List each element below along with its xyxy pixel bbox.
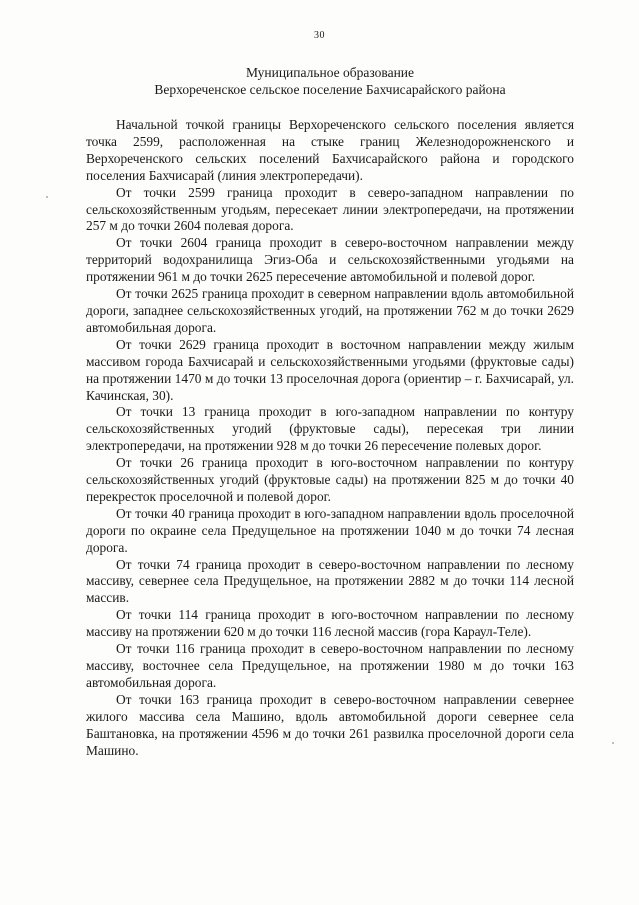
paragraph: От точки 116 граница проходит в северо-восточном направлении по лесному массиву, восточнее села Предущельное, на протяжении 1980 м до точки 163 автомобильная дорога. <box>86 641 574 690</box>
paragraph: От точки 26 граница проходит в юго-восточном направлении по контуру сельскохозяйственных угодий (фруктовые сады) на протяжении 825 м до точки 40 перекресток проселочной и полевой дорог. <box>86 455 574 504</box>
paragraph: Начальной точкой границы Верхореченского сельского поселения является точка 2599, расположенная на стыке границ Железнодорожненского и Верхореченского сельских поселений Бахчисарайского района и городского поселения Бахчисарай (линия электропередачи). <box>86 117 574 183</box>
heading-line-1: Муниципальное образование <box>245 65 415 80</box>
document-heading <box>70 64 590 98</box>
paragraph: От точки 13 граница проходит в юго-западном направлении по контуру сельскохозяйственных угодий (фруктовые сады), пересекая три линии электропередачи, на протяжении 928 м до точки 26 пересечение полевых дорог. <box>86 404 574 454</box>
scan-speck <box>612 742 614 744</box>
scan-speck <box>46 196 48 198</box>
page-number: 30 <box>314 30 325 41</box>
heading-line-2: Верхореченское сельское поселение Бахчисарайского района <box>154 82 506 97</box>
paragraph: От точки 40 граница проходит в юго-западном направлении вдоль проселочной дороги по окраине села Предущельное на протяжении 1040 м до точки 74 лесная дорога. <box>86 505 574 555</box>
paragraph: От точки 163 граница проходит в северо-восточном направлении севернее жилого массива села Машино, вдоль автомобильной дороги севернее села Баштановка, на протяжении 4596 м до точки 261 развилка проселочной дороги села Машино. <box>86 691 574 758</box>
document-body <box>86 117 574 759</box>
paragraph: От точки 2625 граница проходит в северном направлении вдоль автомобильной дороги, западнее сельскохозяйственных угодий, на протяжении 762 м до точки 2629 автомобильная дорога. <box>86 286 574 335</box>
paragraph: От точки 114 граница проходит в юго-восточном направлении по лесному массиву на протяжении 620 м до точки 116 лесной массив (гора Караул-Теле). <box>86 607 574 640</box>
paragraph: От точки 2599 граница проходит в северо-западном направлении по сельскохозяйственным угодьям, пересекает линии электропередачи, на протяжении 257 м до точки 2604 полевая дорога. <box>86 184 574 234</box>
paragraph: От точки 2629 граница проходит в восточном направлении между жилым массивом города Бахчисарай и сельскохозяйственными угодьями (фруктовые сады) на протяжении 1470 м до точки 13 проселочная дорога (ориентир – г. Бахчисарай, ул. Качинская, 30). <box>86 336 574 403</box>
paragraph: От точки 2604 граница проходит в северо-восточном направлении между территорий водохранилища Эгиз-Оба и сельскохозяйственными угодьями на протяжении 961 м до точки 2625 пересечение автомобильной и полевой дорог. <box>86 235 574 285</box>
paragraph: От точки 74 граница проходит в северо-восточном направлении по лесному массиву, севернее села Предущельное, на протяжении 2882 м до точки 114 лесной массив. <box>86 556 574 606</box>
